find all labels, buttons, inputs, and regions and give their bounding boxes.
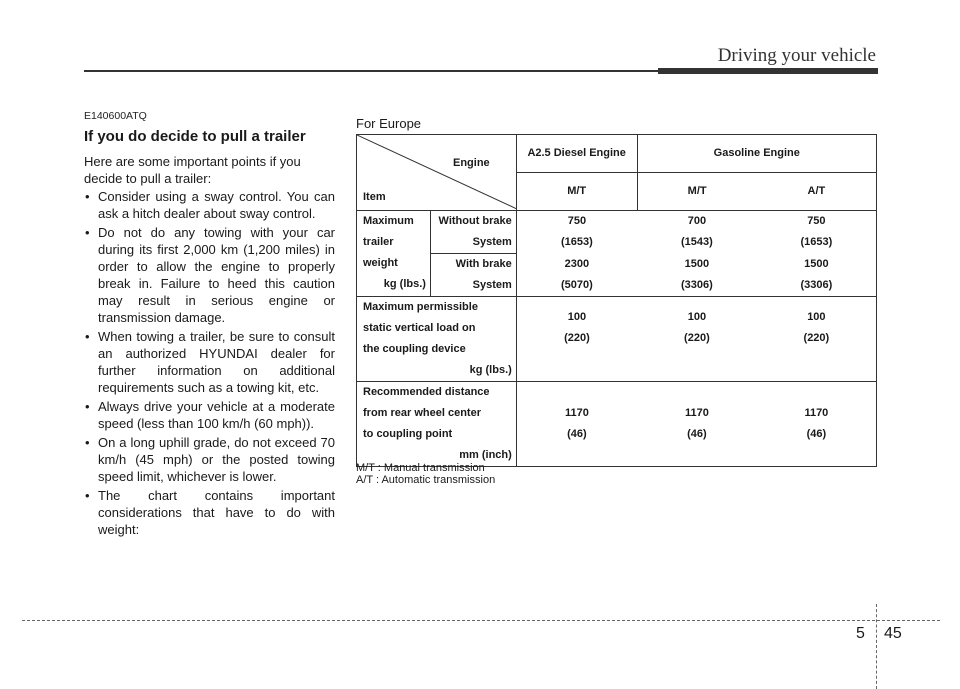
bullet-text: Consider using a sway control. You can ask a hitch dealer about sway control. bbox=[98, 189, 335, 221]
value: 2300 bbox=[564, 257, 590, 270]
intro-text: Here are some important points if you decide to pull a trailer: bbox=[84, 154, 301, 186]
footer-divider bbox=[876, 604, 877, 689]
list-item bbox=[84, 398, 335, 432]
left-column bbox=[84, 110, 335, 540]
bullet-mark: • bbox=[85, 189, 90, 204]
note-at: A/T : Automatic transmission bbox=[356, 474, 496, 486]
label-line: kg (lbs.) bbox=[469, 364, 512, 376]
label-line: mm (inch) bbox=[459, 449, 512, 461]
value-cell bbox=[516, 382, 637, 467]
gasoline-engine-header: Gasoline Engine bbox=[637, 135, 876, 173]
bullet-mark: • bbox=[85, 488, 90, 503]
value: (220) bbox=[564, 332, 590, 344]
distance-label bbox=[357, 382, 517, 467]
value: (46) bbox=[567, 428, 587, 440]
section-code: E140600ATQ bbox=[84, 110, 147, 122]
corner-item-label: Item bbox=[363, 191, 386, 203]
trailer-weight-label bbox=[357, 211, 431, 297]
value-cell bbox=[637, 382, 757, 467]
vertical-load-label bbox=[357, 297, 517, 382]
value-cell bbox=[757, 254, 877, 297]
col-mt-gasoline: M/T bbox=[637, 173, 757, 211]
bullet-text: The chart contains important considerations that have to do with weight: bbox=[98, 488, 335, 537]
value-cell bbox=[516, 297, 637, 382]
bullet-mark: • bbox=[85, 399, 90, 414]
corner-engine-label: Engine bbox=[453, 157, 490, 169]
section-heading: If you do decide to pull a trailer bbox=[84, 128, 306, 145]
chapter-number: 5 bbox=[856, 625, 865, 642]
value: (46) bbox=[687, 428, 707, 440]
list-item bbox=[84, 328, 335, 396]
list-item bbox=[84, 188, 335, 222]
bullet-list bbox=[84, 188, 335, 538]
value: 1500 bbox=[804, 257, 829, 270]
value: 100 bbox=[687, 311, 707, 323]
list-item bbox=[84, 487, 335, 538]
table-row bbox=[357, 254, 877, 297]
list-item bbox=[84, 224, 335, 326]
value: 750 bbox=[807, 215, 826, 227]
label-line: Maximum bbox=[363, 215, 414, 227]
value: 100 bbox=[807, 311, 826, 323]
value-cell bbox=[757, 211, 877, 254]
value-cell bbox=[637, 254, 757, 297]
label-line: System bbox=[472, 236, 512, 248]
table-region-label: For Europe bbox=[356, 116, 422, 131]
value: (1543) bbox=[680, 236, 713, 248]
note-mt: M/T : Manual transmission bbox=[356, 462, 485, 474]
label-line: System bbox=[472, 279, 512, 291]
bullet-mark: • bbox=[85, 435, 90, 450]
value: (1653) bbox=[561, 236, 593, 248]
label-line: Maximum permissible bbox=[363, 301, 478, 313]
label-line: trailer bbox=[363, 236, 394, 248]
value: (220) bbox=[684, 332, 710, 344]
label-line: from rear wheel center bbox=[363, 407, 481, 419]
bullet-mark: • bbox=[85, 225, 90, 240]
label-line: the coupling device bbox=[363, 343, 466, 355]
value-cell bbox=[637, 211, 757, 254]
corner-cell bbox=[357, 135, 517, 211]
value: 1170 bbox=[684, 407, 709, 419]
bullet-text: Do not do any towing with your car during its first 2,000 km (1,200 miles) in order to allow the engine to properly break in. Failure to heed this caution may result in serious engine or transmission damage. bbox=[98, 225, 335, 325]
value: 1170 bbox=[804, 407, 829, 419]
value: (3306) bbox=[680, 278, 713, 291]
transmission-notes bbox=[356, 462, 495, 486]
value-cell bbox=[516, 254, 637, 297]
value-cell bbox=[637, 297, 757, 382]
table-row bbox=[357, 211, 877, 254]
value: 100 bbox=[567, 311, 587, 323]
list-item bbox=[84, 434, 335, 485]
bullet-text: Always drive your vehicle at a moderate speed (less than 100 km/h (60 mph)). bbox=[98, 399, 335, 431]
label-line: Recommended distance bbox=[363, 386, 490, 398]
with-brake-label bbox=[430, 254, 516, 297]
value: 700 bbox=[687, 215, 707, 227]
page-number: 45 bbox=[884, 625, 902, 642]
value: 1500 bbox=[684, 257, 710, 270]
label-line: weight bbox=[363, 257, 398, 269]
value: (3306) bbox=[800, 278, 833, 291]
diesel-engine-header: A2.5 Diesel Engine bbox=[516, 135, 637, 173]
value: (46) bbox=[806, 428, 827, 440]
value-cell bbox=[516, 211, 637, 254]
label-line: static vertical load on bbox=[363, 322, 476, 334]
footer-rule bbox=[22, 620, 940, 621]
table-row bbox=[357, 382, 877, 467]
col-at-gasoline: A/T bbox=[757, 173, 877, 211]
label-line: With brake bbox=[455, 258, 512, 270]
bullet-text: On a long uphill grade, do not exceed 70 km/h (45 mph) or the posted towing speed limit, whichever is lower. bbox=[98, 435, 335, 484]
header-rule-accent bbox=[658, 68, 878, 74]
table-row bbox=[357, 297, 877, 382]
value-cell bbox=[757, 382, 877, 467]
label-line: Without brake bbox=[438, 215, 512, 227]
section-title: Driving your vehicle bbox=[717, 45, 876, 66]
without-brake-label bbox=[430, 211, 516, 254]
value: (1653) bbox=[800, 236, 833, 248]
towing-spec-table bbox=[356, 134, 877, 467]
label-line: kg (lbs.) bbox=[383, 278, 426, 290]
value: 750 bbox=[567, 215, 587, 227]
col-mt-diesel: M/T bbox=[516, 173, 637, 211]
value: (220) bbox=[803, 332, 830, 344]
bullet-text: When towing a trailer, be sure to consult an authorized HYUNDAI dealer for further information on additional requirements such as a towing kit, etc. bbox=[98, 329, 335, 395]
value-cell bbox=[757, 297, 877, 382]
bullet-mark: • bbox=[85, 329, 90, 344]
label-line: to coupling point bbox=[363, 428, 453, 440]
table-header-row bbox=[357, 135, 877, 173]
value: 1170 bbox=[564, 407, 589, 419]
value: (5070) bbox=[561, 278, 593, 291]
